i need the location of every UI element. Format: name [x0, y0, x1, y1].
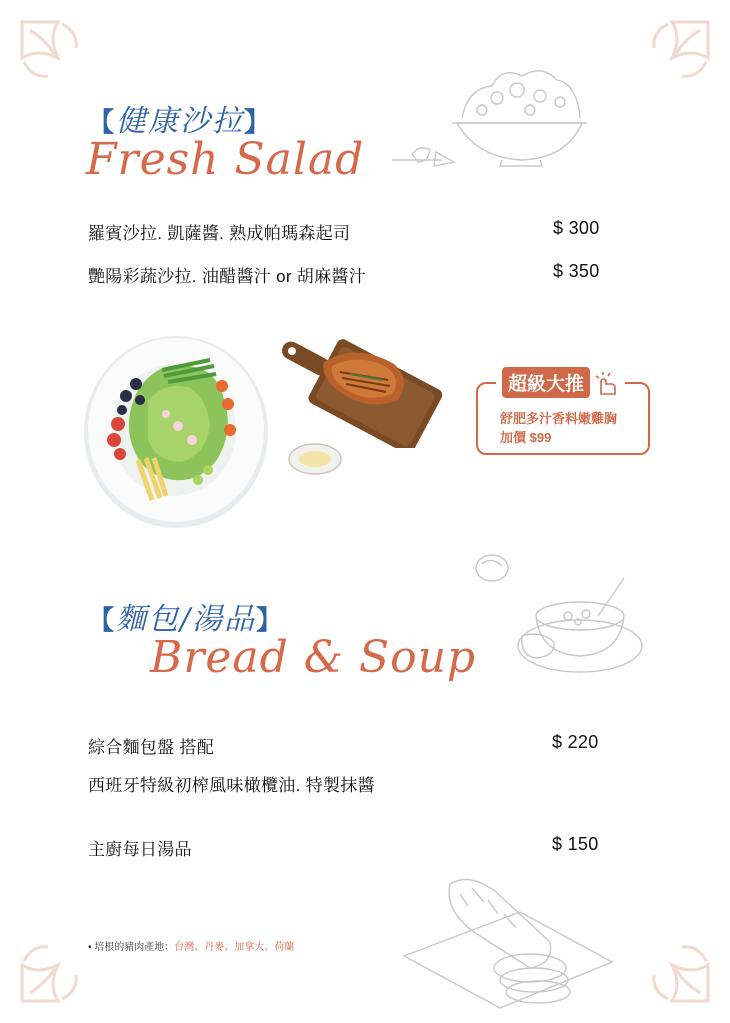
- menu-item-name: 主廚每日湯品: [88, 840, 192, 859]
- promo-line-1: 舒肥多汁香料嫩雞胸: [500, 411, 618, 426]
- menu-item-price: $ 300: [553, 218, 600, 238]
- corner-ornament-top-right-icon: [632, 18, 712, 98]
- salad-plate-photo: [78, 330, 273, 530]
- chicken-board-photo: [270, 320, 442, 448]
- menu-item-name: 艷陽彩蔬沙拉. 油醋醬汁 or 胡麻醬汁: [88, 267, 367, 286]
- corner-ornament-bottom-left-icon: [18, 925, 98, 1005]
- menu-item-price: $ 150: [552, 834, 599, 854]
- corner-ornament-bottom-right-icon: [632, 925, 712, 1005]
- bread-board-sketch-icon: [400, 872, 615, 1012]
- corner-ornament-top-left-icon: [18, 18, 98, 98]
- menu-item-name: 綜合麵包盤 搭配: [88, 738, 215, 757]
- sauce-dish-photo: [287, 441, 343, 477]
- menu-item-description: 西班牙特級初榨風味橄欖油. 特製抹醬: [88, 776, 375, 795]
- salad-zh-title: 【健康沙拉】: [88, 104, 273, 139]
- hand-pointer-icon: [593, 370, 619, 396]
- menu-item-price: $ 220: [552, 732, 599, 752]
- promo-line-2: 加價 $99: [500, 430, 552, 445]
- bread-en-title: Bread & Soup: [150, 632, 477, 683]
- salad-bowl-sketch-icon: [382, 58, 587, 176]
- bread-zh-title: 【麵包/湯品】: [88, 602, 285, 637]
- footnote: • 培根的豬肉產地：台灣、丹麥、加拿大、荷蘭: [88, 942, 295, 953]
- salad-en-title: Fresh Salad: [86, 134, 365, 185]
- promo-box: [476, 374, 650, 455]
- soup-bowl-sketch-icon: [470, 550, 650, 682]
- menu-item-name: 羅賓沙拉. 凱薩醬. 熟成帕瑪森起司: [88, 224, 351, 243]
- promo-title: 超級大推: [496, 367, 625, 398]
- menu-item-price: $ 350: [553, 261, 600, 281]
